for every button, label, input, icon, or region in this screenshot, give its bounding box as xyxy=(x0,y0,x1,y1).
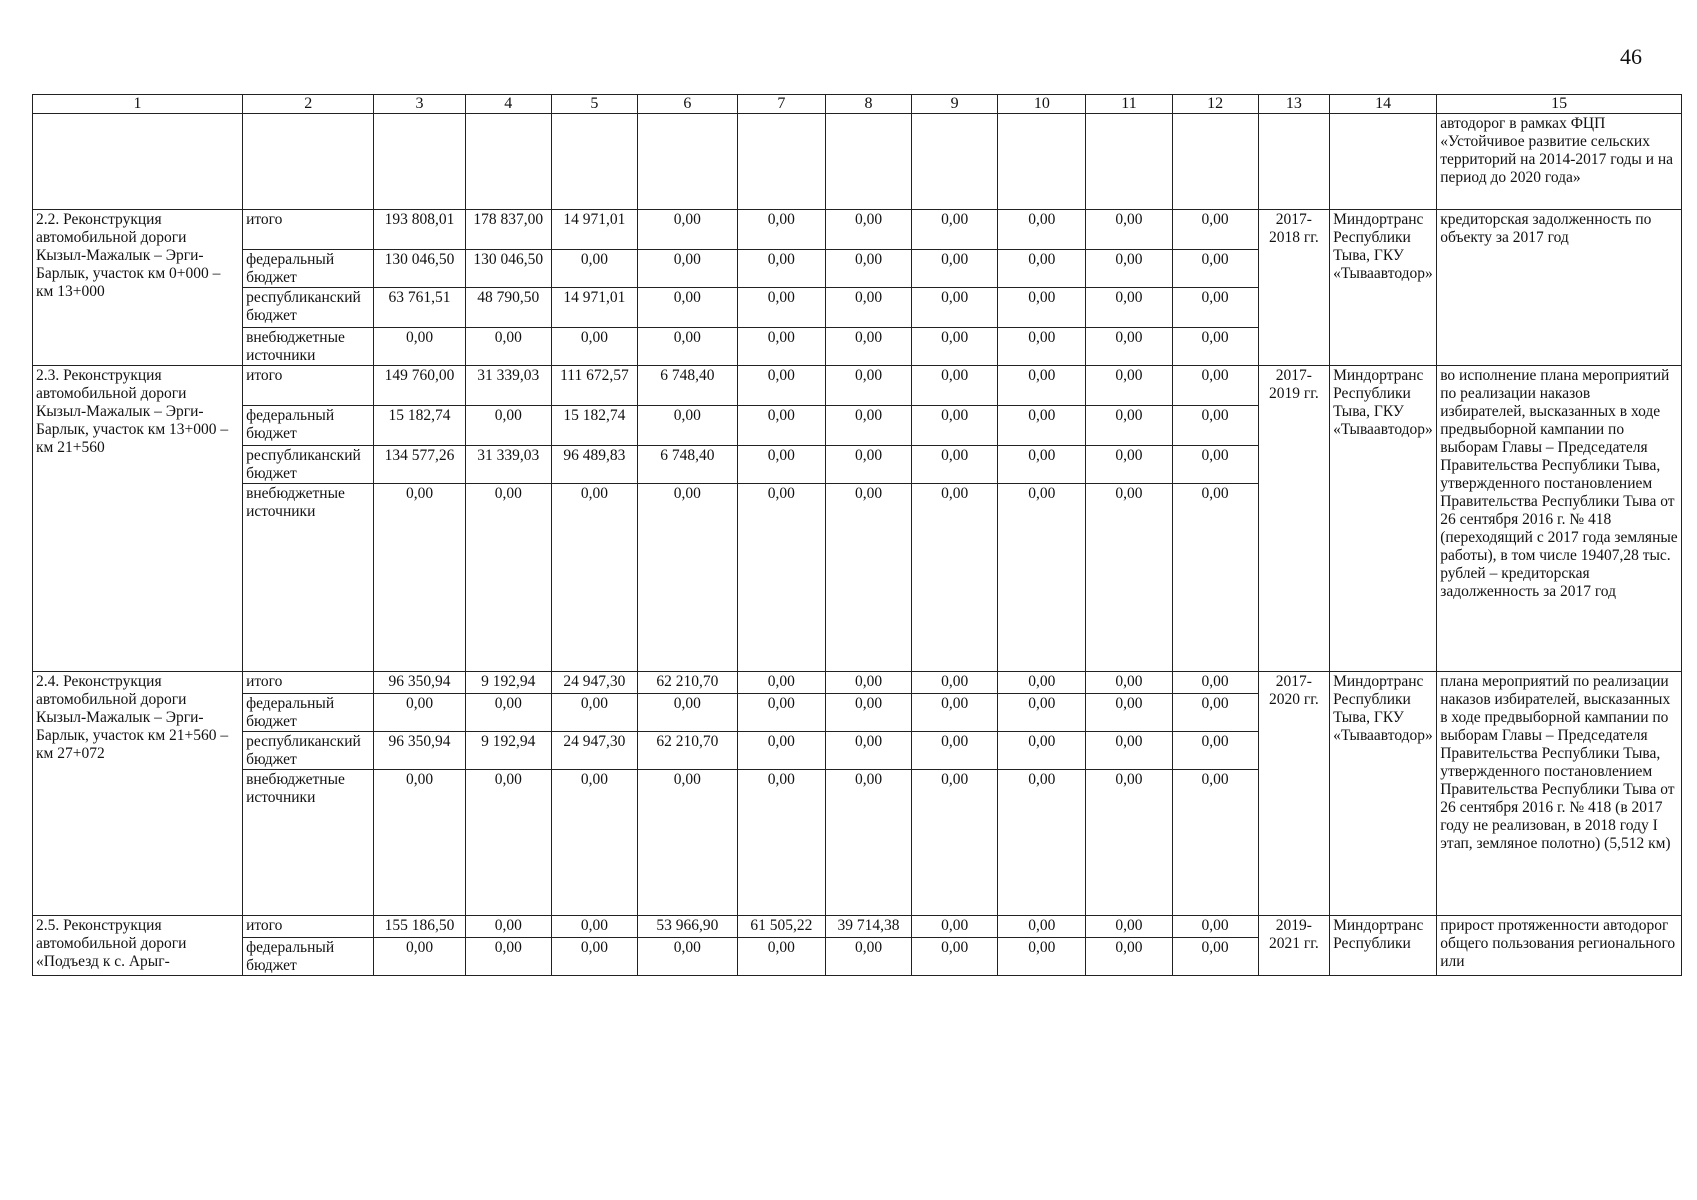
value-cell: 0,00 xyxy=(1086,770,1172,916)
funding-source-label: итого xyxy=(243,366,374,406)
column-header-12: 12 xyxy=(1172,95,1258,114)
column-header-14: 14 xyxy=(1330,95,1437,114)
value-cell: 0,00 xyxy=(1172,770,1258,916)
value-cell: 53 966,90 xyxy=(637,916,737,938)
value-cell: 0,00 xyxy=(1086,210,1172,250)
value-cell: 0,00 xyxy=(1172,732,1258,770)
value-cell: 0,00 xyxy=(737,366,825,406)
table-row xyxy=(33,916,1682,938)
empty-cell xyxy=(374,114,465,210)
value-cell: 0,00 xyxy=(1086,406,1172,446)
value-cell: 0,00 xyxy=(737,672,825,694)
page-number: 46 xyxy=(1620,44,1642,69)
empty-cell xyxy=(465,114,551,210)
value-cell: 0,00 xyxy=(551,328,637,366)
measure-title: 2.4. Реконструкция автомобильной дороги Кызыл-Мажалык – Эрги-Барлык, участок км 21+560 – км 27+072 xyxy=(33,672,243,916)
value-cell: 0,00 xyxy=(998,732,1086,770)
funding-source-label: федеральный бюджет xyxy=(243,938,374,976)
value-cell: 0,00 xyxy=(737,770,825,916)
period-cell: 2017-2019 гг. xyxy=(1258,366,1329,672)
value-cell: 0,00 xyxy=(551,694,637,732)
empty-cell xyxy=(825,114,911,210)
value-cell: 9 192,94 xyxy=(465,672,551,694)
value-cell: 24 947,30 xyxy=(551,732,637,770)
value-cell: 0,00 xyxy=(637,250,737,288)
value-cell: 0,00 xyxy=(374,770,465,916)
value-cell: 0,00 xyxy=(912,938,998,976)
empty-cell xyxy=(1258,114,1329,210)
value-cell: 6 748,40 xyxy=(637,366,737,406)
value-cell: 0,00 xyxy=(737,250,825,288)
value-cell: 0,00 xyxy=(912,484,998,672)
value-cell: 0,00 xyxy=(825,770,911,916)
value-cell: 0,00 xyxy=(912,770,998,916)
value-cell: 0,00 xyxy=(912,210,998,250)
value-cell: 39 714,38 xyxy=(825,916,911,938)
note-cell: во исполнение плана мероприятий по реализации наказов избирателей, высказанных в ходе предвыборной кампании по выборам Главы – Председателя Правительства Республики Тыва, утвержденного постановлением Правительства Республики Тыва от 26 сентября 2016 г. № 418 (переходящий с 2017 года земляные работы), в том числе 19407,28 тыс. рублей – кредиторская задолженность за 2017 год xyxy=(1437,366,1682,672)
value-cell: 0,00 xyxy=(1172,366,1258,406)
value-cell: 130 046,50 xyxy=(374,250,465,288)
column-header-2: 2 xyxy=(243,95,374,114)
funding-source-label: внебюджетные источники xyxy=(243,328,374,366)
value-cell: 0,00 xyxy=(912,288,998,328)
value-cell: 0,00 xyxy=(998,288,1086,328)
value-cell: 96 489,83 xyxy=(551,446,637,484)
value-cell: 0,00 xyxy=(998,366,1086,406)
value-cell: 31 339,03 xyxy=(465,446,551,484)
value-cell: 155 186,50 xyxy=(374,916,465,938)
value-cell: 0,00 xyxy=(1172,406,1258,446)
value-cell: 134 577,26 xyxy=(374,446,465,484)
value-cell: 0,00 xyxy=(465,406,551,446)
measure-title: 2.5. Реконструкция автомобильной дороги «Подъезд к с. Арыг- xyxy=(33,916,243,976)
value-cell: 0,00 xyxy=(1086,694,1172,732)
value-cell: 0,00 xyxy=(1172,250,1258,288)
value-cell: 0,00 xyxy=(825,938,911,976)
value-cell: 0,00 xyxy=(737,446,825,484)
empty-cell xyxy=(33,114,243,210)
value-cell: 0,00 xyxy=(637,210,737,250)
value-cell: 0,00 xyxy=(737,694,825,732)
value-cell: 0,00 xyxy=(1086,250,1172,288)
value-cell: 0,00 xyxy=(998,694,1086,732)
value-cell: 0,00 xyxy=(998,406,1086,446)
value-cell: 0,00 xyxy=(825,672,911,694)
value-cell: 0,00 xyxy=(912,366,998,406)
column-header-3: 3 xyxy=(374,95,465,114)
funding-source-label: республиканский бюджет xyxy=(243,732,374,770)
value-cell: 0,00 xyxy=(637,328,737,366)
empty-cell xyxy=(1330,114,1437,210)
value-cell: 9 192,94 xyxy=(465,732,551,770)
value-cell: 0,00 xyxy=(737,732,825,770)
value-cell: 0,00 xyxy=(998,446,1086,484)
value-cell: 0,00 xyxy=(465,916,551,938)
value-cell: 0,00 xyxy=(825,288,911,328)
column-header-11: 11 xyxy=(1086,95,1172,114)
value-cell: 0,00 xyxy=(1172,694,1258,732)
value-cell: 15 182,74 xyxy=(374,406,465,446)
column-header-10: 10 xyxy=(998,95,1086,114)
value-cell: 0,00 xyxy=(374,938,465,976)
column-header-9: 9 xyxy=(912,95,998,114)
value-cell: 0,00 xyxy=(912,732,998,770)
value-cell: 0,00 xyxy=(825,366,911,406)
value-cell: 31 339,03 xyxy=(465,366,551,406)
value-cell: 0,00 xyxy=(1172,288,1258,328)
executor-cell: Миндортранс Республики Тыва, ГКУ «Тываавтодор» xyxy=(1330,366,1437,672)
value-cell: 0,00 xyxy=(465,484,551,672)
funding-source-label: федеральный бюджет xyxy=(243,694,374,732)
value-cell: 149 760,00 xyxy=(374,366,465,406)
table-row xyxy=(33,366,1682,406)
value-cell: 0,00 xyxy=(1172,210,1258,250)
value-cell: 0,00 xyxy=(737,328,825,366)
value-cell: 0,00 xyxy=(912,446,998,484)
value-cell: 0,00 xyxy=(1086,288,1172,328)
column-header-8: 8 xyxy=(825,95,911,114)
funding-source-label: республиканский бюджет xyxy=(243,288,374,328)
value-cell: 0,00 xyxy=(551,938,637,976)
funding-source-label: федеральный бюджет xyxy=(243,406,374,446)
column-header-6: 6 xyxy=(637,95,737,114)
value-cell: 0,00 xyxy=(465,938,551,976)
value-cell: 0,00 xyxy=(998,328,1086,366)
value-cell: 0,00 xyxy=(825,446,911,484)
value-cell: 0,00 xyxy=(912,250,998,288)
value-cell: 0,00 xyxy=(825,210,911,250)
value-cell: 0,00 xyxy=(998,938,1086,976)
value-cell: 0,00 xyxy=(912,916,998,938)
value-cell: 0,00 xyxy=(998,770,1086,916)
value-cell: 0,00 xyxy=(1172,938,1258,976)
value-cell: 0,00 xyxy=(825,406,911,446)
value-cell: 0,00 xyxy=(1086,938,1172,976)
value-cell: 62 210,70 xyxy=(637,732,737,770)
funding-source-label: итого xyxy=(243,916,374,938)
value-cell: 0,00 xyxy=(637,406,737,446)
value-cell: 0,00 xyxy=(637,770,737,916)
value-cell: 0,00 xyxy=(637,938,737,976)
value-cell: 61 505,22 xyxy=(737,916,825,938)
value-cell: 0,00 xyxy=(912,406,998,446)
period-cell: 2019-2021 гг. xyxy=(1258,916,1329,976)
value-cell: 0,00 xyxy=(374,328,465,366)
value-cell: 0,00 xyxy=(465,694,551,732)
value-cell: 0,00 xyxy=(1086,328,1172,366)
value-cell: 0,00 xyxy=(637,484,737,672)
value-cell: 0,00 xyxy=(551,484,637,672)
value-cell: 0,00 xyxy=(1086,732,1172,770)
funding-source-label: республиканский бюджет xyxy=(243,446,374,484)
value-cell: 0,00 xyxy=(1086,366,1172,406)
empty-cell xyxy=(243,114,374,210)
value-cell: 0,00 xyxy=(637,694,737,732)
value-cell: 0,00 xyxy=(737,938,825,976)
value-cell: 0,00 xyxy=(737,210,825,250)
value-cell: 0,00 xyxy=(737,406,825,446)
continuation-row xyxy=(33,114,1682,210)
value-cell: 0,00 xyxy=(998,250,1086,288)
value-cell: 14 971,01 xyxy=(551,288,637,328)
value-cell: 0,00 xyxy=(998,916,1086,938)
value-cell: 0,00 xyxy=(465,328,551,366)
value-cell: 0,00 xyxy=(1172,916,1258,938)
table-row xyxy=(33,210,1682,250)
period-cell: 2017-2018 гг. xyxy=(1258,210,1329,366)
column-header-1: 1 xyxy=(33,95,243,114)
value-cell: 0,00 xyxy=(1086,484,1172,672)
value-cell: 0,00 xyxy=(374,484,465,672)
value-cell: 130 046,50 xyxy=(465,250,551,288)
value-cell: 0,00 xyxy=(1172,672,1258,694)
value-cell: 0,00 xyxy=(737,484,825,672)
header-row xyxy=(33,95,1682,114)
executor-cell: Миндортранс Республики xyxy=(1330,916,1437,976)
funding-source-label: внебюджетные источники xyxy=(243,484,374,672)
value-cell: 0,00 xyxy=(374,694,465,732)
value-cell: 24 947,30 xyxy=(551,672,637,694)
column-header-7: 7 xyxy=(737,95,825,114)
column-header-4: 4 xyxy=(465,95,551,114)
value-cell: 0,00 xyxy=(825,484,911,672)
value-cell: 0,00 xyxy=(551,770,637,916)
value-cell: 14 971,01 xyxy=(551,210,637,250)
budget-table xyxy=(32,94,1682,976)
value-cell: 0,00 xyxy=(1086,672,1172,694)
value-cell: 62 210,70 xyxy=(637,672,737,694)
value-cell: 6 748,40 xyxy=(637,446,737,484)
column-header-5: 5 xyxy=(551,95,637,114)
value-cell: 0,00 xyxy=(998,484,1086,672)
value-cell: 0,00 xyxy=(825,250,911,288)
value-cell: 0,00 xyxy=(465,770,551,916)
note-cell: кредиторская задолженность по объекту за 2017 год xyxy=(1437,210,1682,366)
value-cell: 15 182,74 xyxy=(551,406,637,446)
measure-title: 2.2. Реконструкция автомобильной дороги Кызыл-Мажалык – Эрги-Барлык, участок км 0+000 – км 13+000 xyxy=(33,210,243,366)
value-cell: 48 790,50 xyxy=(465,288,551,328)
value-cell: 0,00 xyxy=(1172,328,1258,366)
value-cell: 0,00 xyxy=(637,288,737,328)
funding-source-label: внебюджетные источники xyxy=(243,770,374,916)
column-header-15: 15 xyxy=(1437,95,1682,114)
empty-cell xyxy=(1172,114,1258,210)
empty-cell xyxy=(998,114,1086,210)
column-header-13: 13 xyxy=(1258,95,1329,114)
value-cell: 63 761,51 xyxy=(374,288,465,328)
value-cell: 0,00 xyxy=(1086,916,1172,938)
value-cell: 0,00 xyxy=(1172,446,1258,484)
value-cell: 0,00 xyxy=(912,328,998,366)
note-cell: плана мероприятий по реализации наказов избирателей, высказанных в ходе предвыборной кампании по выборам Главы – Председателя Правительства Республики Тыва, утвержденного постановлением Правительства Республики Тыва от 26 сентября 2016 г. № 418 (в 2017 году не реализован, в 2018 году I этап, земляное полотно) (5,512 км) xyxy=(1437,672,1682,916)
value-cell: 96 350,94 xyxy=(374,672,465,694)
value-cell: 0,00 xyxy=(1086,446,1172,484)
continuation-note: автодорог в рамках ФЦП «Устойчивое развитие сельских территорий на 2014-2017 годы и на период до 2020 года» xyxy=(1437,114,1682,210)
empty-cell xyxy=(551,114,637,210)
empty-cell xyxy=(1086,114,1172,210)
value-cell: 0,00 xyxy=(825,694,911,732)
value-cell: 0,00 xyxy=(551,250,637,288)
measure-title: 2.3. Реконструкция автомобильной дороги Кызыл-Мажалык – Эрги-Барлык, участок км 13+000 – км 21+560 xyxy=(33,366,243,672)
empty-cell xyxy=(737,114,825,210)
funding-source-label: федеральный бюджет xyxy=(243,250,374,288)
value-cell: 0,00 xyxy=(551,916,637,938)
value-cell: 178 837,00 xyxy=(465,210,551,250)
period-cell: 2017-2020 гг. xyxy=(1258,672,1329,916)
value-cell: 0,00 xyxy=(825,732,911,770)
value-cell: 193 808,01 xyxy=(374,210,465,250)
table-row xyxy=(33,672,1682,694)
executor-cell: Миндортранс Республики Тыва, ГКУ «Тываавтодор» xyxy=(1330,672,1437,916)
value-cell: 0,00 xyxy=(825,328,911,366)
value-cell: 0,00 xyxy=(912,672,998,694)
funding-source-label: итого xyxy=(243,672,374,694)
value-cell: 111 672,57 xyxy=(551,366,637,406)
value-cell: 0,00 xyxy=(998,210,1086,250)
value-cell: 0,00 xyxy=(737,288,825,328)
funding-source-label: итого xyxy=(243,210,374,250)
empty-cell xyxy=(912,114,998,210)
empty-cell xyxy=(637,114,737,210)
value-cell: 96 350,94 xyxy=(374,732,465,770)
executor-cell: Миндортранс Республики Тыва, ГКУ «Тываавтодор» xyxy=(1330,210,1437,366)
value-cell: 0,00 xyxy=(912,694,998,732)
value-cell: 0,00 xyxy=(998,672,1086,694)
value-cell: 0,00 xyxy=(1172,484,1258,672)
note-cell: прирост протяженности автодорог общего пользования регионального или xyxy=(1437,916,1682,976)
